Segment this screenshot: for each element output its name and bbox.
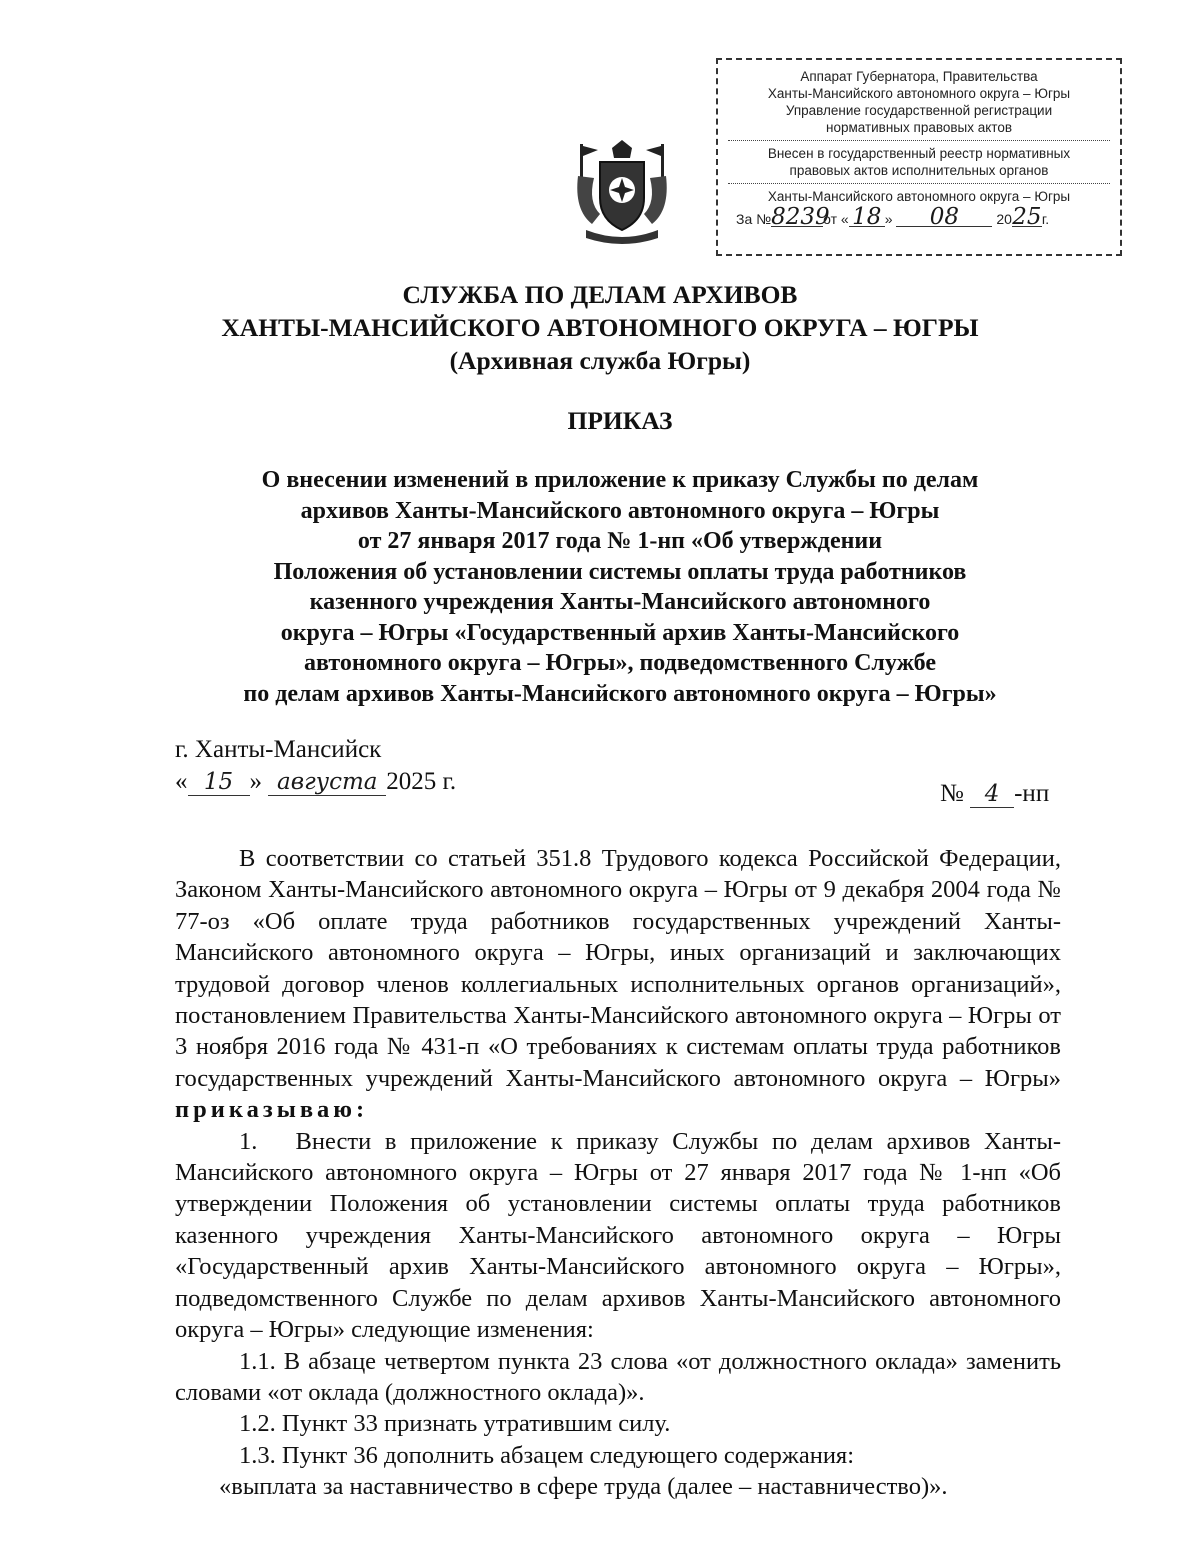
stamp-divider (728, 183, 1110, 184)
registration-month: 08 (896, 209, 992, 227)
stamp-line: Внесен в государственный реестр нормативных (767, 146, 1071, 161)
item-1-3-quote: «выплата за наставничество в сфере труда (далее – наставничество)». (219, 1473, 948, 1501)
subject-line: казенного учреждения Ханты-Мансийского автономного (309, 589, 931, 615)
date-year: 2025 г. (386, 768, 457, 795)
stamp-divider (728, 140, 1110, 141)
stamp-line: Аппарат Губернатора, Правительства (800, 69, 1038, 84)
document-type-title: ПРИКАЗ (567, 406, 673, 435)
item-1-1-paragraph: 1.1. В абзаце четвертом пункта 23 слова «от должностного оклада» заменить словами «от оклада (должностного оклада)». (175, 1347, 1061, 1406)
date-day: 15 (188, 769, 250, 796)
stamp-line: правовых актов исполнительных органов (789, 163, 1049, 178)
subject-line: по делам архивов Ханты-Мансийского автономного округа – Югры» (243, 680, 997, 707)
item-1-2-paragraph: 1.2. Пункт 33 признать утратившим силу. (239, 1410, 671, 1438)
subject-line: автономного округа – Югры», подведомственного Службе (304, 650, 936, 676)
subject-line: округа – Югры «Государственный архив Ханты-Мансийского (280, 619, 960, 646)
stamp-line: Ханты-Мансийского автономного округа – Югры (767, 86, 1071, 101)
date-month: августа (268, 769, 386, 796)
stamp-line: нормативных правовых актов (825, 120, 1013, 135)
registration-day: 18 (849, 209, 885, 227)
directive-word: приказываю: (175, 1096, 369, 1124)
city-name: г. Ханты-Мансийск (175, 736, 382, 763)
item-1-3-paragraph: 1.3. Пункт 36 дополнить абзацем следующего содержания: (239, 1441, 855, 1469)
agency-header (0, 278, 1200, 377)
registration-number: 8239 (771, 204, 830, 230)
subject-line: О внесении изменений в приложение к приказу Службы по делам (261, 467, 979, 493)
subject-line: архивов Ханты-Мансийского автономного округа – Югры (300, 497, 940, 524)
agency-name-line: СЛУЖБА ПО ДЕЛАМ АРХИВОВ (402, 280, 798, 309)
registration-stamp (716, 58, 1122, 256)
agency-short-name: (Архивная служба Югры) (449, 346, 751, 375)
order-body (175, 843, 1061, 1503)
subject-line: Положения об установлении системы оплаты труда работников (273, 558, 967, 585)
item-1-paragraph: 1. Внести в приложение к приказу Службы по делам архивов Ханты-Мансийского автономного округа – Югры от 27 января 2017 года № 1-нп «Об утверждении Положения об установлении системы оплаты труда работников казенного учреждения Ханты-Мансийского автономного округа – Югры «Государственный архив Ханты-Мансийского автономного округа – Югры», подведомственного Службе по делам архивов Ханты-Мансийского автономного округа – Югры» следующие изменения: (175, 1127, 1061, 1344)
order-subject (150, 465, 1090, 709)
coat-of-arms-emblem (572, 140, 672, 248)
preamble-paragraph: В соответствии со статьей 351.8 Трудового кодекса Российской Федерации, Законом Ханты-Мансийского автономного округа – Югры от 9 декабря 2004 года № 77-оз «Об оплате труда работников государственных учреждений Ханты-Мансийского автономного округа – Югры, иных организаций и заключающих трудовой договор членов коллегиальных исполнительных органов организаций», постановлением Правительства Ханты-Мансийского автономного округа – Югры от 3 ноября 2016 года № 431-п «О требованиях к системам оплаты труда работников государственных учреждений Ханты-Мансийского автономного округа – Югры» приказываю: (175, 845, 1061, 1124)
stamp-registration-line: За №8239от « 18 » 08 2025г. (736, 204, 1050, 230)
order-date: « 15 » августа 2025 г. (175, 768, 457, 795)
stamp-line: Управление государственной регистрации (785, 103, 1053, 118)
order-number-value: 4 (970, 781, 1014, 808)
agency-name-line: ХАНТЫ-МАНСИЙСКОГО АВТОНОМНОГО ОКРУГА – ЮГРЫ (221, 313, 979, 342)
stamp-line: Ханты-Мансийского автономного округа – Югры (767, 189, 1071, 204)
order-number: № 4 -нп (940, 780, 1050, 807)
registration-year: 25 (1012, 204, 1042, 230)
subject-line: от 27 января 2017 года № 1-нп «Об утверждении (357, 528, 883, 554)
